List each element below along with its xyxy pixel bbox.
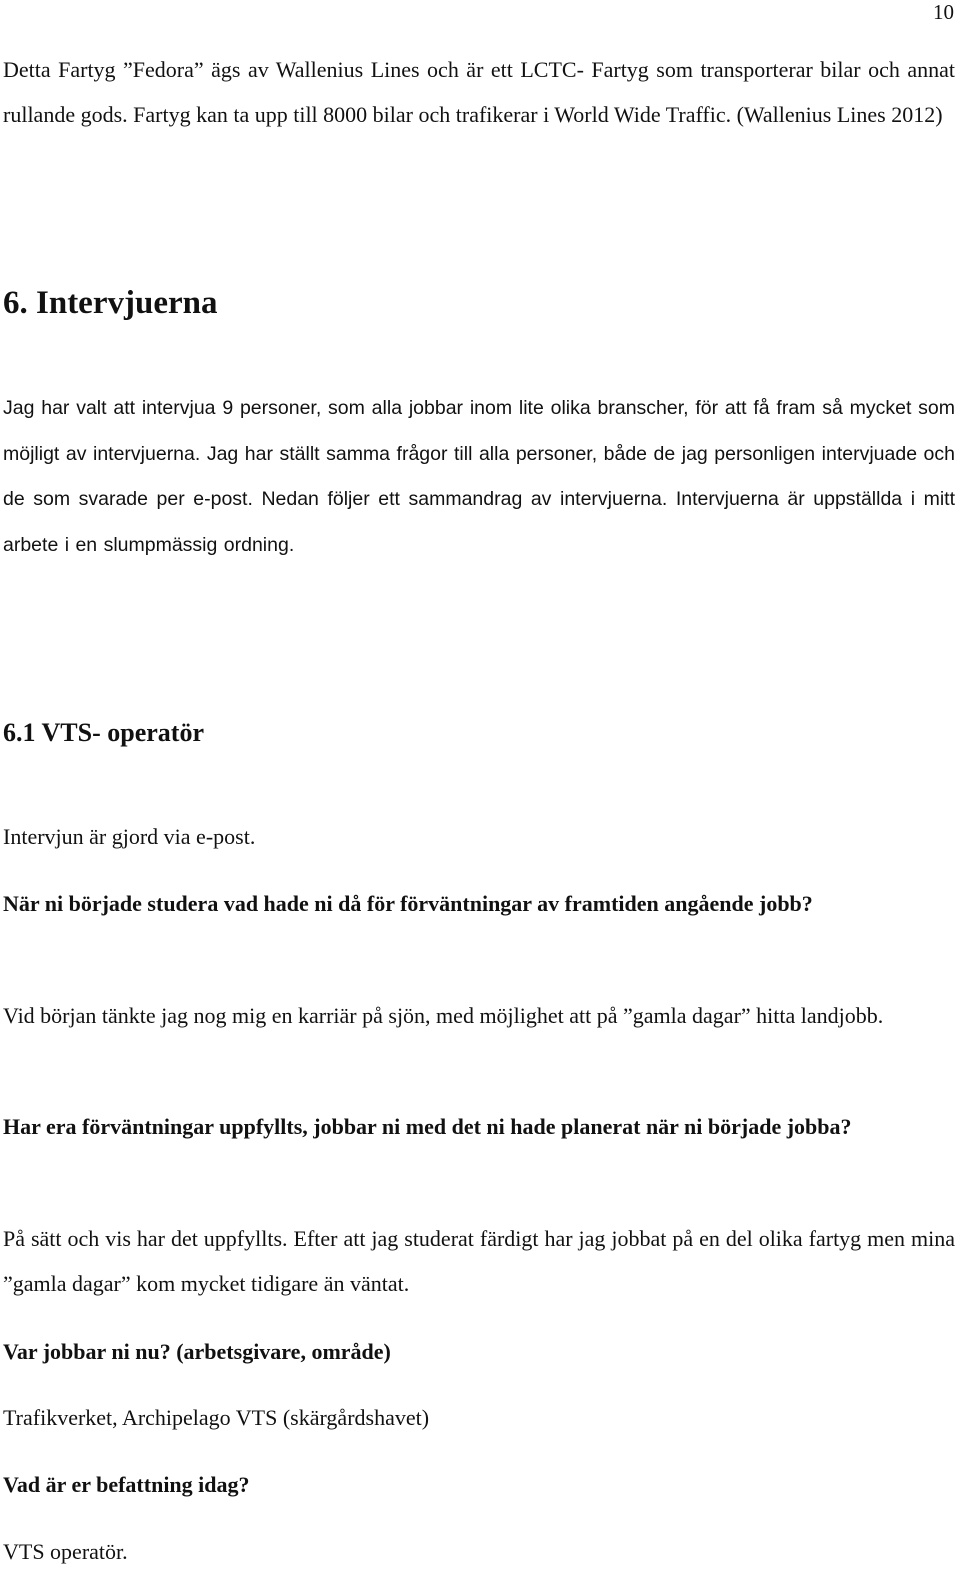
subsection-heading: 6.1 VTS- operatör: [3, 718, 205, 747]
interview-note: Intervjun är gjord via e-post.: [3, 824, 256, 849]
interview-answer-3: Trafikverket, Archipelago VTS (skärgårdshavet): [3, 1405, 430, 1430]
interview-answer-4: VTS operatör.: [3, 1539, 128, 1564]
section-heading: 6. Intervjuerna: [3, 285, 218, 321]
interview-answer-2: På sätt och vis har det uppfyllts. Efter att jag studerat färdigt har jag jobbat på en del olika fartyg men mina ”gamla dagar” kom mycket tidigare än väntat.: [3, 1226, 955, 1296]
interview-question-3: Var jobbar ni nu? (arbetsgivare, område): [3, 1339, 391, 1364]
intro-paragraph: Detta Fartyg ”Fedora” ägs av Wallenius Lines och är ett LCTC- Fartyg som transporterar bilar och annat rullande gods. Fartyg kan ta upp till 8000 bilar och trafikerar i World Wide Traffic. (Wallenius Lines 2012): [3, 57, 955, 127]
interview-question-4: Vad är er befattning idag?: [3, 1472, 250, 1497]
interview-answer-1: Vid början tänkte jag nog mig en karriär på sjön, med möjlighet att på ”gamla dagar” hitta landjobb.: [3, 1003, 884, 1028]
interview-question-1: När ni började studera vad hade ni då för förväntningar av framtiden angående jobb?: [3, 891, 813, 916]
interview-question-2: Har era förväntningar uppfyllts, jobbar ni med det ni hade planerat när ni började jobba?: [3, 1114, 852, 1139]
section-body-paragraph: Jag har valt att intervjua 9 personer, som alla jobbar inom lite olika branscher, för att få fram så mycket som möjligt av intervjuerna. Jag har ställt samma frågor till alla personer, både de jag personligen intervjuade och de som svarade per e-post. Nedan följer ett sammandrag av intervjuerna. Intervjuerna är uppställda i mitt arbete i en slumpmässig ordning.: [3, 397, 955, 556]
page-number: 10: [933, 0, 954, 24]
